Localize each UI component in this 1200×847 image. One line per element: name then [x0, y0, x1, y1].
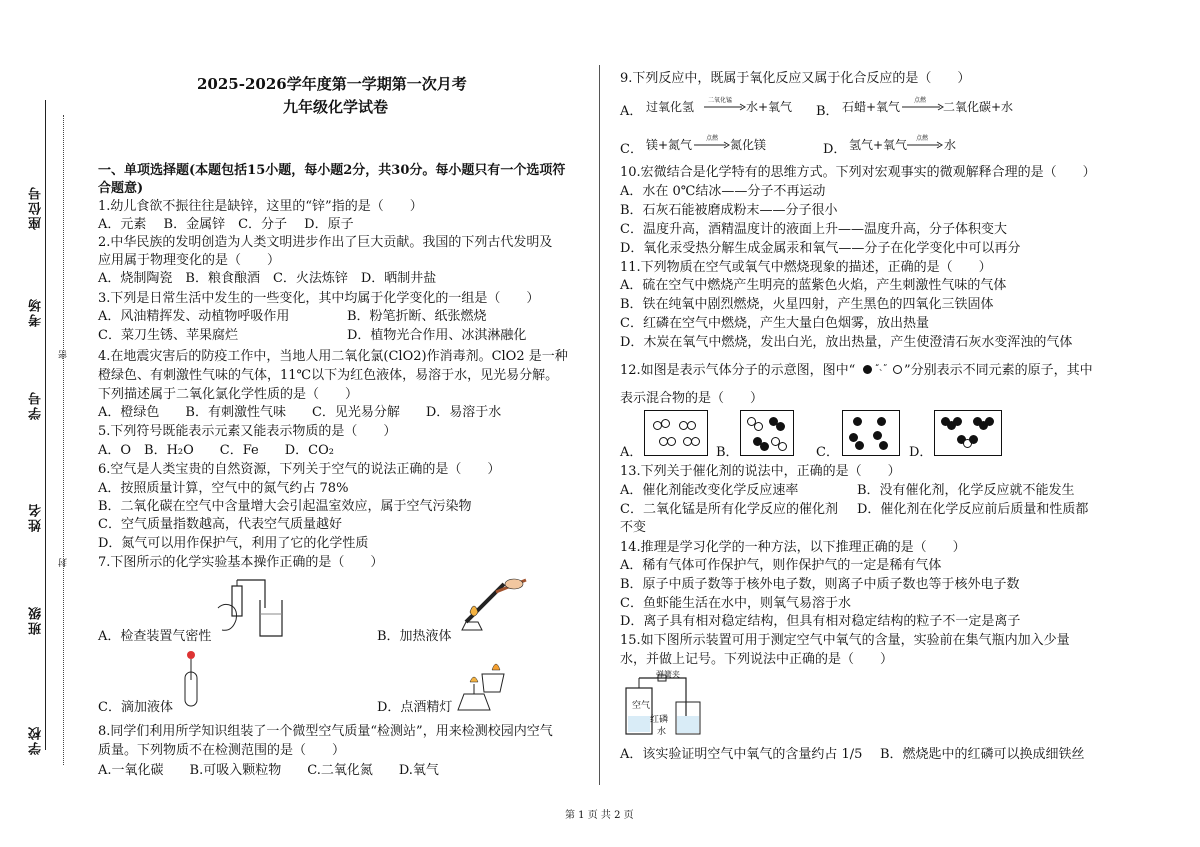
q13-text: 13.下列关于催化剂的说法中，正确的是（ ）: [620, 464, 901, 479]
section-heading-cont: 合题意): [98, 181, 144, 196]
q9-b-arrow: [902, 103, 944, 111]
q12-text-cont: ”分别表示不同元素的原子，其中: [904, 363, 1093, 378]
q12-label-a: A．: [620, 445, 643, 460]
seat-label: 座位号: [29, 185, 44, 230]
q11-option-a: A．硫在空气中燃烧产生明亮的蓝紫色火焰，产生刺激性气味的气体: [620, 278, 1007, 293]
q9-a-product: 水+氧气: [746, 100, 793, 114]
q9-a-condition: 二氧化锰: [708, 97, 733, 104]
q4-text-3: 下列描述属于二氧化氯化学性质的是（ ）: [98, 387, 359, 402]
q8-text: 8.同学们利用所学知识组装了一个微型空气质量“检测站”，用来检测校园内空气: [98, 724, 553, 739]
q13-option-d-cont: 不变: [620, 520, 647, 535]
column-divider: [599, 65, 600, 785]
class-label: 班级: [29, 605, 44, 635]
q15-text: 15.如下图所示装置可用于测定空气中氧气的含量，实验前在集气瓶内加入少量: [620, 633, 1070, 648]
q11-option-c: C．红磷在空气中燃烧，产生大量白色烟雾，放出热量: [620, 316, 929, 331]
q12-box-a: [644, 410, 708, 456]
q10-option-a: A．水在 0℃结冰——分子不再运动: [620, 184, 826, 199]
q11-option-b: B．铁在纯氧中剧烈燃烧，火星四射，产生黑色的四氧化三铁固体: [620, 297, 994, 312]
dropping-liquid-figure: [175, 650, 205, 708]
apparatus-label-phosphorus: 红磷: [650, 715, 669, 725]
q12-box-c: [842, 410, 900, 456]
q14-text: 14.推理是学习化学的一种方法，以下推理正确的是（ ）: [620, 540, 966, 555]
apparatus-label-air: 空气: [632, 701, 651, 711]
q10-option-c: C．温度升高，酒精温度计的液面上升——温度升高，分子体积变大: [620, 222, 1007, 237]
q9-b-reactant: 石蜡+氧气: [842, 100, 901, 114]
q1-options: A．元素 B．金属锌 C．分子 D．原子: [98, 217, 354, 232]
q14-option-b: B．原子中质子数等于核外电子数，则离子中质子数也等于核外电子数: [620, 577, 1020, 592]
q9-c-product: 氮化镁: [730, 138, 767, 152]
exam-title: 2025-2026学年度第一学期第一次月考: [197, 75, 467, 93]
q13-option-a: A．催化剂能改变化学反应速率: [620, 483, 799, 498]
q13-option-c: C．二氧化锰是所有化学反应的催化剂: [620, 502, 838, 517]
q9-a-reactant: 过氧化氢: [646, 100, 695, 114]
q8-options: A.一氧化碳 B.可吸入颗粒物 C.二氧化氮 D.氧气: [98, 763, 439, 778]
apparatus-label-clip: 弹簧夹: [656, 670, 680, 679]
q15-option-b: B．燃烧匙中的红磷可以换成细铁丝: [880, 747, 1085, 762]
q6-option-d: D．氮气可以用作保护气，利用了它的化学性质: [98, 536, 369, 551]
q12-box-d: [934, 410, 1002, 456]
q7-option-a: A．检查装置气密性: [98, 629, 212, 644]
section-heading: 一、单项选择题(本题包括15小题，每小题2分，共30分。每小题只有一个选项符: [98, 163, 566, 178]
q9-label-c: C．: [620, 142, 643, 157]
q4-text: 4.在地震灾害后的防疫工作中，当地人用二氧化氯(ClO2)作消毒剂。ClO2 是一种: [98, 349, 568, 364]
seal-mark-1: 密: [59, 350, 69, 359]
airtight-check-figure: [210, 578, 292, 640]
seal-mark-2: 封: [59, 558, 69, 567]
q14-option-c: C．鱼虾能生活在水中，则氧气易溶于水: [620, 596, 851, 611]
q14-option-a: A．稀有气体可作保护气，则作保护气的一定是稀有气体: [620, 558, 942, 573]
q2-text-cont: 应用属于物理变化的是（ ）: [98, 253, 281, 268]
q1-text: 1.幼儿食欲不振往往是缺锌，这里的“锌”指的是（ ）: [98, 199, 423, 214]
q9-c-reactant: 镁+氮气: [646, 138, 693, 152]
q12-separator: “、”: [875, 363, 888, 372]
q10-option-b: B．石灰石能被磨成粉末——分子很小: [620, 203, 838, 218]
q9-c-condition: 点燃: [706, 135, 719, 142]
q12-label-b: B．: [716, 445, 739, 460]
q3-option-c: C．菜刀生锈、苹果腐烂: [98, 328, 238, 343]
school-label: 学校: [29, 725, 44, 755]
q9-d-product: 水: [944, 138, 957, 152]
q5-options: A．O B．H₂O C．Fe D．CO₂: [98, 443, 334, 458]
q5-text: 5.下列符号既能表示元素又能表示物质的是（ ）: [98, 424, 397, 439]
heating-liquid-figure: [456, 572, 531, 642]
apparatus-label-water: 水: [657, 727, 667, 737]
q15-text-cont: 水，并做上记号。下列说法中正确的是（ ）: [620, 652, 894, 667]
q11-option-d: D．木炭在氧气中燃烧，发出白光，放出热量，产生使澄清石灰水变浑浊的气体: [620, 335, 1073, 350]
white-atom-icon: [893, 365, 902, 374]
room-label: 考场: [29, 297, 44, 327]
q12-box-b: [740, 410, 794, 456]
q9-label-d: D．: [823, 142, 847, 157]
q8-text-cont: 质量。下列物质不在检测范围的是（ ）: [98, 743, 346, 758]
q4-text-2: 橙绿色、有刺激性气味的气体，11℃以下为红色液体，易溶于水，见光易分解。: [98, 368, 559, 383]
q3-option-d: D．植物光合作用、冰淇淋融化: [347, 328, 527, 343]
q9-label-a: A．: [620, 104, 643, 119]
q9-b-product: 二氧化碳+水: [943, 100, 1014, 114]
name-label: 姓名: [29, 502, 44, 532]
q7-option-c: C．滴加液体: [98, 700, 173, 715]
q7-option-d: D．点酒精灯: [377, 700, 453, 715]
q13-option-b: B．没有催化剂，化学反应就不能发生: [857, 483, 1075, 498]
q9-d-arrow: [907, 141, 943, 149]
q10-option-d: D．氧化汞受热分解生成金属汞和氧气——分子在化学变化中可以再分: [620, 241, 1021, 256]
q14-option-d: D．离子具有相对稳定结构，但具有相对稳定结构的粒子不一定是离子: [620, 614, 1021, 629]
q12-label-c: C．: [816, 445, 839, 460]
q6-option-a: A．按照质量计算，空气中的氮气约占 78%: [98, 481, 349, 496]
q9-c-arrow: [694, 141, 730, 149]
exam-subtitle: 九年级化学试卷: [283, 98, 389, 116]
q11-text: 11.下列物质在空气或氧气中燃烧现象的描述，正确的是（ ）: [620, 260, 992, 275]
q10-text: 10.宏微结合是化学特有的思维方式。下列对宏观事实的微观解释合理的是（ ）: [620, 165, 1096, 180]
q9-d-reactant: 氢气+氧气: [849, 138, 908, 152]
q12-text-2: 表示混合物的是（ ）: [620, 391, 764, 406]
q2-text: 2.中华民族的发明创造为人类文明进步作出了巨大贡献。我国的下列古代发明及: [98, 235, 553, 250]
q9-a-arrow: [704, 103, 746, 111]
lighting-lamp-figure: [448, 652, 520, 712]
q6-text: 6.空气是人类宝贵的自然资源，下列关于空气的说法正确的是（ ）: [98, 462, 501, 477]
q9-d-condition: 点燃: [916, 135, 929, 142]
q3-text: 3.下列是日常生活中发生的一些变化，其中均属于化学变化的一组是（ ）: [98, 291, 540, 306]
q7-text: 7.下图所示的化学实验基本操作正确的是（ ）: [98, 555, 384, 570]
q7-option-b: B．加热液体: [377, 629, 452, 644]
q12-text: 12.如图是表示气体分子的示意图，图中“: [620, 363, 856, 378]
q4-options: A．橙绿色 B．有刺激性气味 C．见光易分解 D．易溶于水: [98, 405, 502, 420]
page-footer: 第 1 页 共 2 页: [565, 810, 634, 821]
q6-option-c: C．空气质量指数越高，代表空气质量越好: [98, 517, 342, 532]
q3-option-a: A．风油精挥发、动植物呼吸作用: [98, 309, 290, 324]
q9-label-b: B．: [816, 104, 839, 119]
q9-b-condition: 点燃: [914, 97, 927, 104]
q2-options: A．烧制陶瓷 B．粮食酿酒 C．火法炼锌 D．晒制井盐: [98, 271, 437, 286]
q3-option-b: B．粉笔折断、纸张燃烧: [347, 309, 487, 324]
q12-label-d: D．: [909, 445, 933, 460]
q13-option-d: D．催化剂在化学反应前后质量和性质都: [857, 502, 1089, 517]
seal-dashed-line: [63, 115, 64, 765]
black-atom-icon: [863, 365, 872, 374]
q6-option-b: B．二氧化碳在空气中含量增大会引起温室效应，属于空气污染物: [98, 499, 472, 514]
q15-option-a: A．该实验证明空气中氧气的含量约占 1/5: [620, 747, 863, 762]
id-label: 学号: [29, 390, 44, 420]
q9-text: 9.下列反应中，既属于氧化反应又属于化合反应的是（ ）: [620, 71, 971, 86]
